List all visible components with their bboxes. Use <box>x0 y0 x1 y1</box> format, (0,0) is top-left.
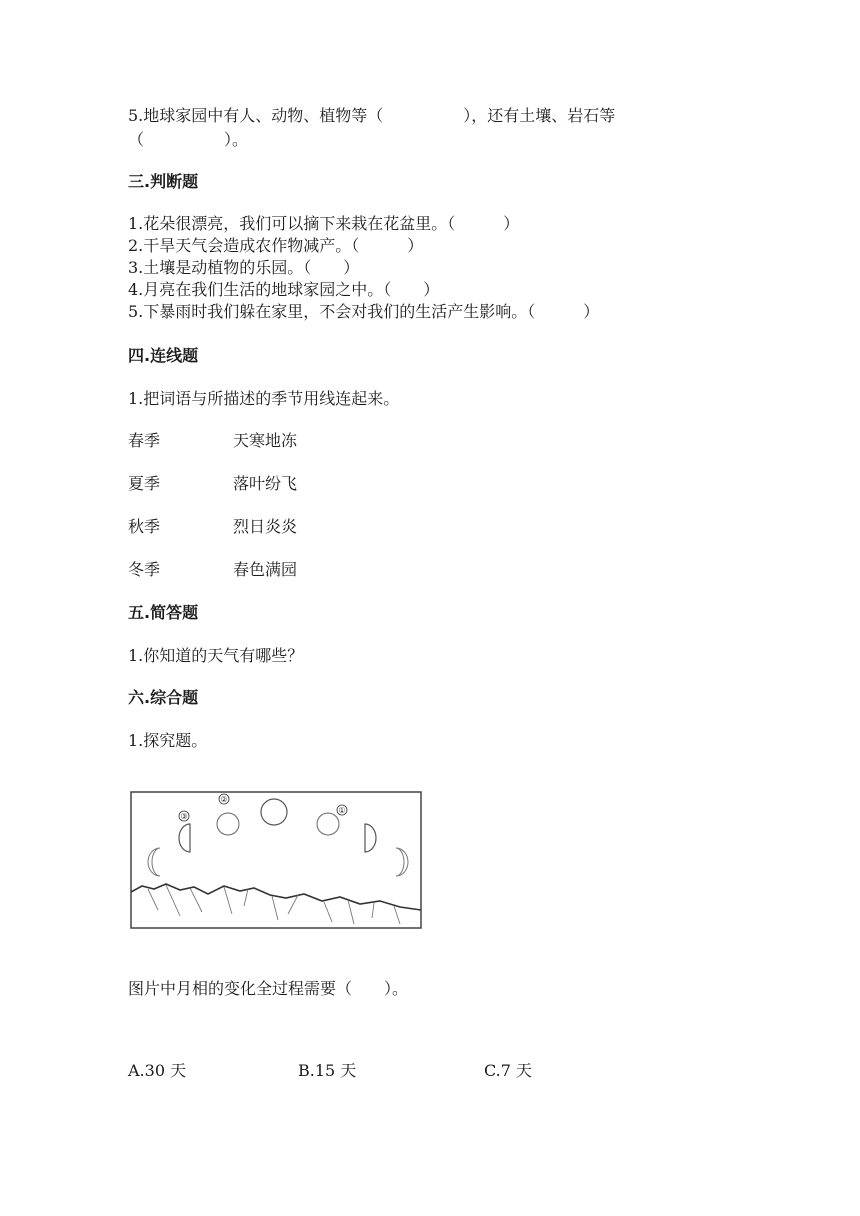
season-winter: 冬季 <box>128 560 161 579</box>
section5-title: 五.简答题 <box>128 603 199 622</box>
figure-frame <box>131 792 421 928</box>
section3-title: 三.判断题 <box>128 172 199 191</box>
option-c[interactable]: C.7 天 <box>484 1061 533 1080</box>
moon-half-right <box>365 824 376 852</box>
judge-item-2: 2.干旱天气会造成农作物减产。（ ） <box>128 236 424 255</box>
moon-half-left <box>179 824 190 852</box>
phase-prompt: 图片中月相的变化全过程需要（ ）。 <box>128 979 409 998</box>
judge-item-5: 5.下暴雨时我们躲在家里，不会对我们的生活产生影响。（ ） <box>128 302 600 321</box>
moon-full <box>261 799 287 825</box>
moon-crescent-left <box>148 848 160 876</box>
label-2: ② <box>220 795 228 804</box>
moon-crescent-right <box>396 848 408 876</box>
desc-2: 落叶纷飞 <box>233 474 298 493</box>
moon-gibbous-left <box>217 813 239 835</box>
option-b[interactable]: B.15 天 <box>298 1061 357 1080</box>
desc-4: 春色满园 <box>233 560 298 579</box>
q5-line2: （ ）。 <box>128 130 249 149</box>
season-spring: 春季 <box>128 431 161 450</box>
mountain-ridge <box>131 884 421 910</box>
season-summer: 夏季 <box>128 474 161 493</box>
label-1: ① <box>338 806 346 815</box>
judge-item-1: 1.花朵很漂亮，我们可以摘下来栽在花盆里。（ ） <box>128 214 520 233</box>
matching-question: 1.把词语与所描述的季节用线连起来。 <box>128 389 400 408</box>
option-a[interactable]: A.30 天 <box>128 1061 187 1080</box>
judge-item-4: 4.月亮在我们生活的地球家园之中。（ ） <box>128 280 440 299</box>
inquiry-question: 1.探究题。 <box>128 731 208 750</box>
section6-title: 六.综合题 <box>128 688 199 707</box>
desc-1: 天寒地冻 <box>233 431 298 450</box>
judge-item-3: 3.土壤是动植物的乐园。（ ） <box>128 258 360 277</box>
section4-title: 四.连线题 <box>128 346 199 365</box>
moon-phase-figure <box>128 788 424 932</box>
season-autumn: 秋季 <box>128 517 161 536</box>
mountain-shading <box>148 885 400 924</box>
moon-gibbous-right <box>317 813 339 835</box>
short-answer-question: 1.你知道的天气有哪些？ <box>128 646 304 665</box>
desc-3: 烈日炎炎 <box>233 517 298 536</box>
label-3: ③ <box>180 812 188 821</box>
q5-line1: 5.地球家园中有人、动物、植物等（ ），还有土壤、岩石等 <box>128 106 616 125</box>
